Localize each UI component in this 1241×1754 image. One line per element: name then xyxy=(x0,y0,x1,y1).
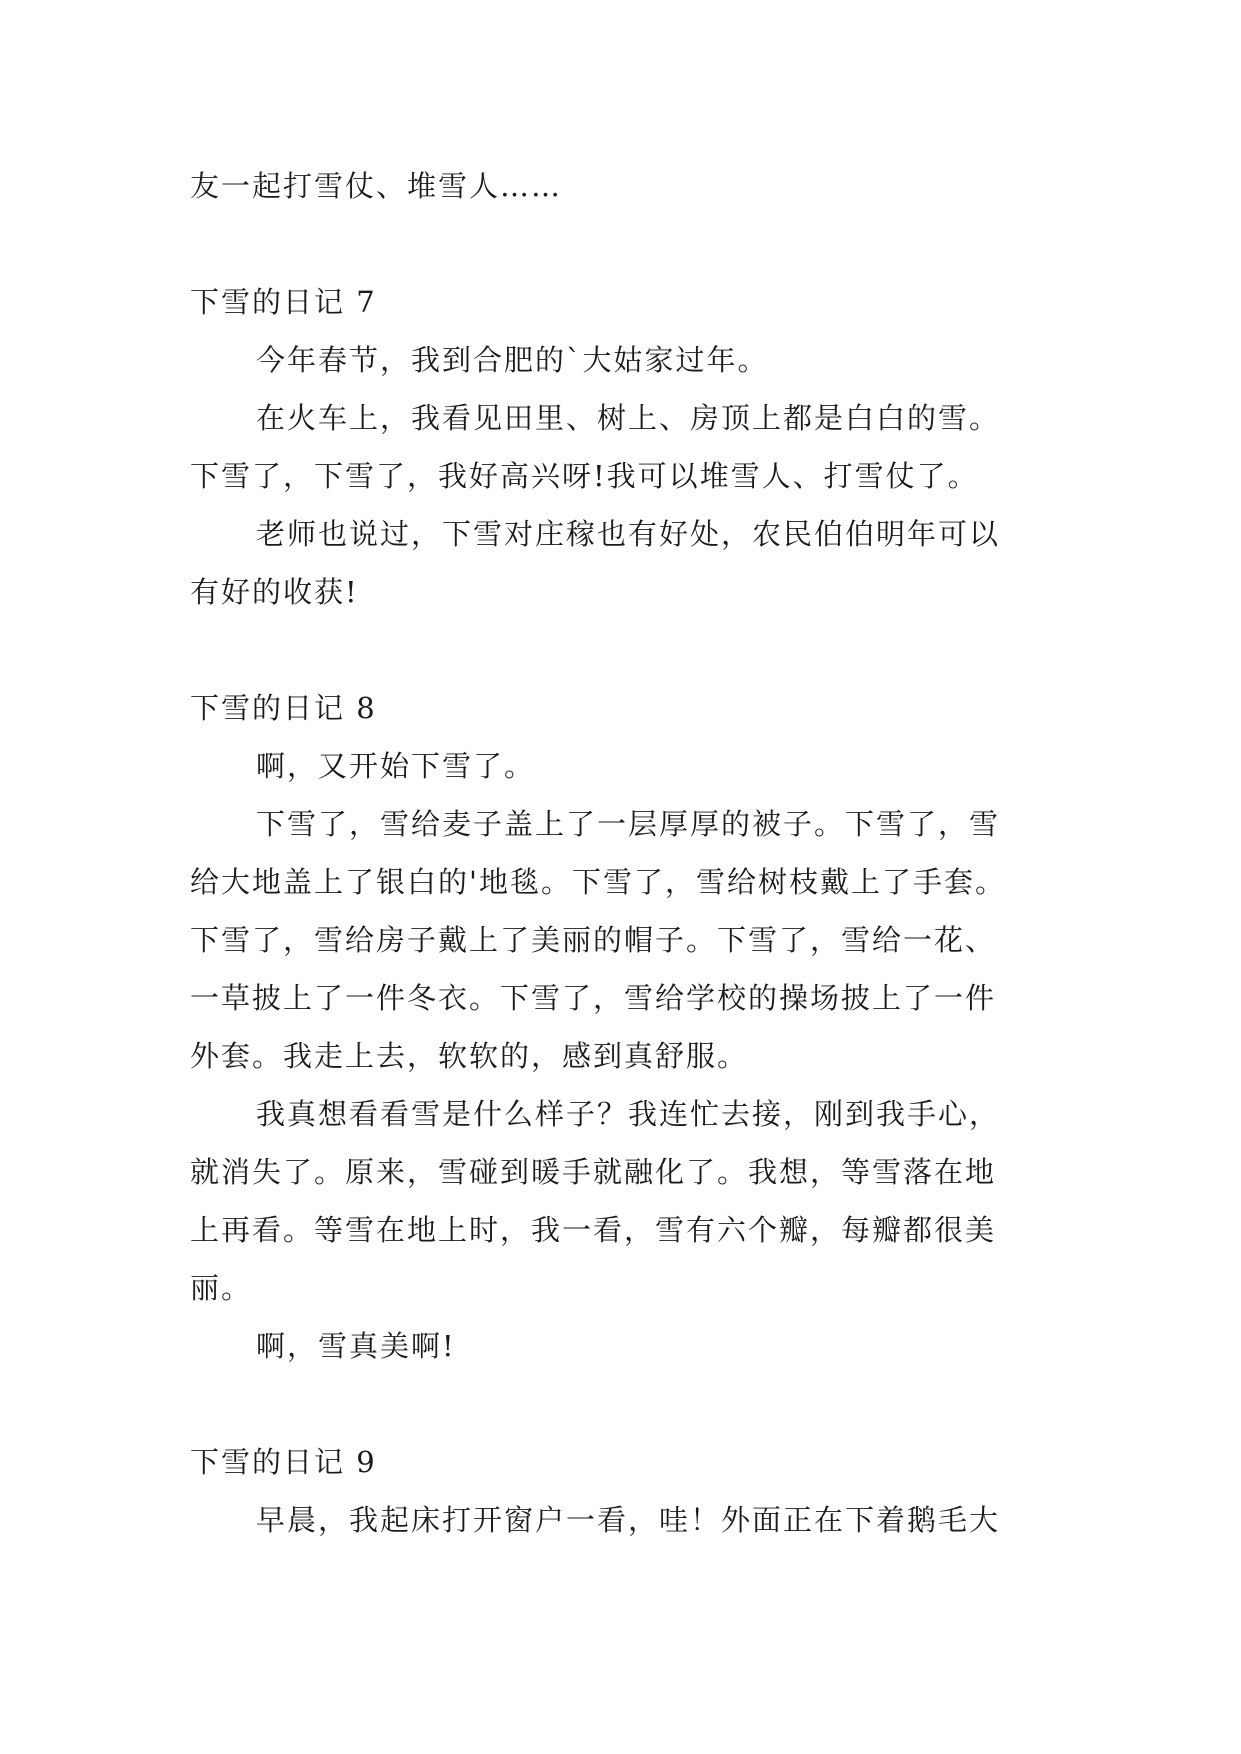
paragraph-line: 老师也说过，下雪对庄稼也有好处，农民伯伯明年可以 xyxy=(256,517,1001,551)
paragraph-line: 啊，又开始下雪了。 xyxy=(256,749,536,783)
paragraph-line: 在火车上，我看见田里、树上、房顶上都是白白的雪。 xyxy=(256,401,1001,435)
paragraph-line: 今年春节，我到合肥的`大姑家过年。 xyxy=(256,343,769,377)
paragraph-line: 就消失了。原来，雪碰到暖手就融化了。我想，等雪落在地 xyxy=(190,1155,997,1189)
paragraph-line: 有好的收获! xyxy=(190,575,359,609)
section-heading-9: 下雪的日记 9 xyxy=(190,1445,377,1479)
blank-line xyxy=(190,621,1060,679)
paragraph-line: 啊，雪真美啊! xyxy=(256,1329,456,1363)
paragraph-line: 下雪了，雪给麦子盖上了一层厚厚的被子。下雪了，雪 xyxy=(256,807,1001,841)
paragraph-line: 早晨，我起床打开窗户一看，哇！外面正在下着鹅毛大 xyxy=(256,1503,1001,1537)
document-body xyxy=(190,157,1060,1549)
blank-line xyxy=(190,1375,1060,1433)
paragraph-line: 上再看。等雪在地上时，我一看，雪有六个瓣，每瓣都很美 xyxy=(190,1213,997,1247)
paragraph-line: 给大地盖上了银白的'地毯。下雪了，雪给树枝戴上了手套。 xyxy=(190,865,1006,899)
text-line: 友一起打雪仗、堆雪人…… xyxy=(190,169,563,203)
paragraph-line: 下雪了，下雪了，我好高兴呀!我可以堆雪人、打雪仗了。 xyxy=(190,459,979,493)
paragraph-line: 下雪了，雪给房子戴上了美丽的帽子。下雪了，雪给一花、 xyxy=(190,923,997,957)
paragraph-line: 外套。我走上去，软软的，感到真舒服。 xyxy=(190,1039,749,1073)
blank-line xyxy=(190,215,1060,273)
section-heading-7: 下雪的日记 7 xyxy=(190,285,377,319)
paragraph-line: 一草披上了一件冬衣。下雪了，雪给学校的操场披上了一件 xyxy=(190,981,997,1015)
paragraph-line: 我真想看看雪是什么样子？我连忙去接，刚到我手心， xyxy=(256,1097,1001,1131)
paragraph-line: 丽。 xyxy=(190,1271,253,1305)
section-heading-8: 下雪的日记 8 xyxy=(190,691,377,725)
